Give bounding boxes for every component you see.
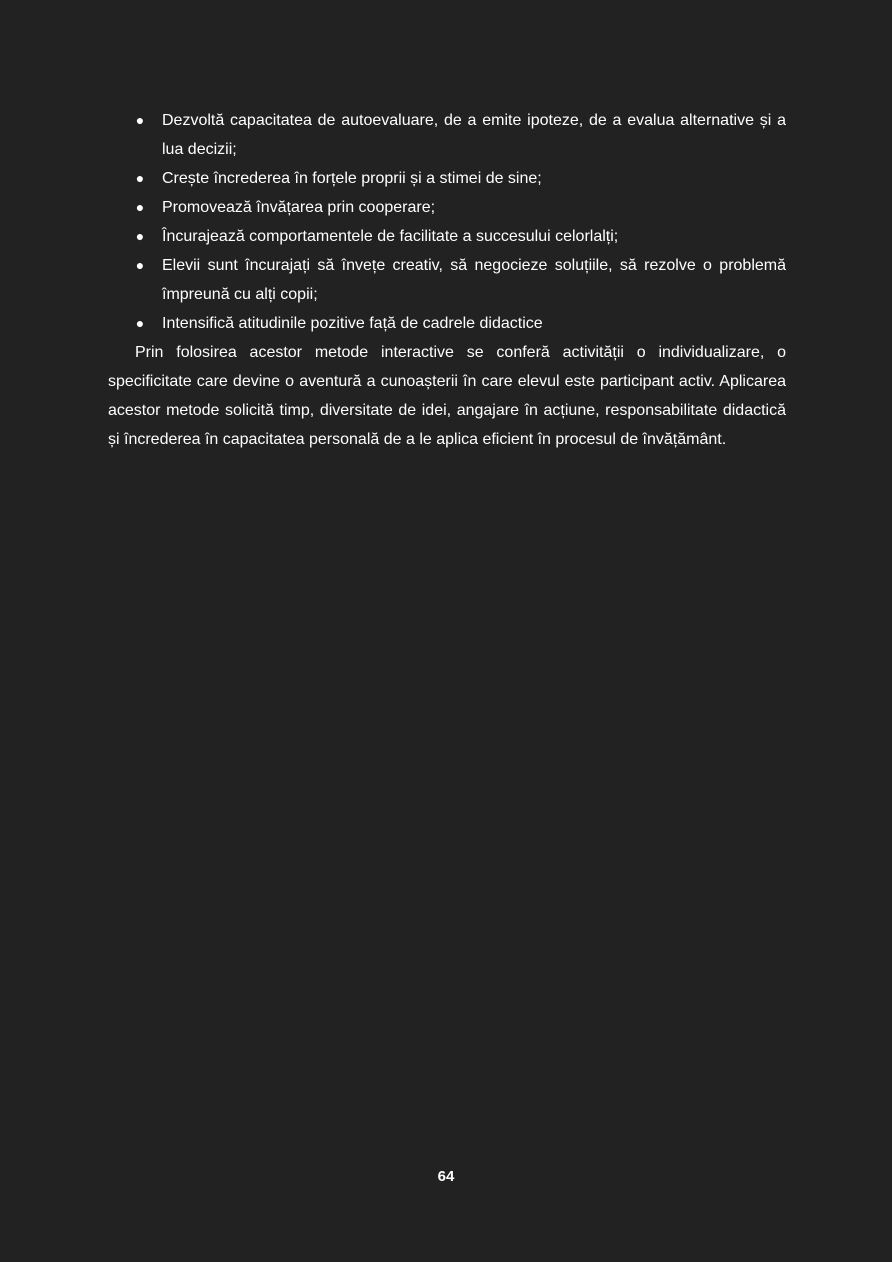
list-item [108,193,786,222]
list-item [108,309,786,338]
bullet-icon: ● [135,228,145,244]
bullet-icon: ● [135,199,145,215]
list-item-text: Promovează învățarea prin cooperare; [162,199,436,216]
page-content [108,106,786,454]
list-item-text: Încurajează comportamentele de facilitate a succesului celorlalți; [162,228,619,245]
list-item [108,106,786,164]
page-number: 64 [437,1168,455,1185]
list-item [108,251,786,309]
bullet-icon: ● [135,315,145,331]
list-item-text: Dezvoltă capacitatea de autoevaluare, de a emite ipoteze, de a evalua alternative și a lua decizii; [162,112,786,158]
bullet-icon: ● [135,112,145,128]
list-item-text: Crește încrederea în forțele proprii și a stimei de sine; [162,170,542,187]
list-item [108,222,786,251]
list-item-text: Intensifică atitudinile pozitive față de cadrele didactice [162,315,543,332]
list-item [108,164,786,193]
bullet-list [108,106,786,338]
body-paragraph: Prin folosirea acestor metode interactive se conferă activității o individualizare, o specificitate care devine o aventură a cunoașterii în care elevul este participant activ. Aplicarea acestor metode solicită timp, diversitate de idei, angajare în acțiune, responsabilitate didactică și încrederea în capacitatea personală de a le aplica eficient în procesul de învățământ. [108,344,786,448]
bullet-icon: ● [135,257,145,273]
bullet-icon: ● [135,170,145,186]
list-item-text: Elevii sunt încurajați să învețe creativ, să negocieze soluțiile, să rezolve o problemă împreună cu alți copii; [162,257,786,303]
